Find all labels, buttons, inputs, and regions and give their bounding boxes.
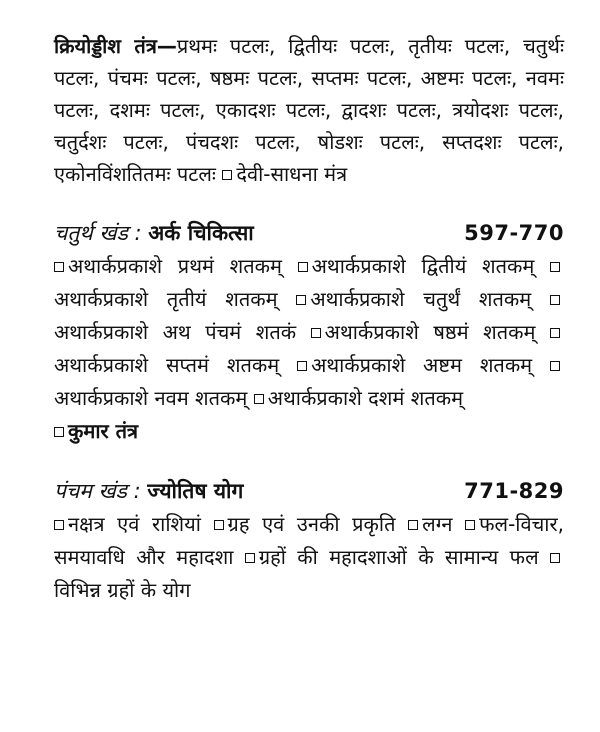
section5-title: ज्योतिष योग bbox=[147, 479, 244, 503]
checkbox-square-icon bbox=[550, 262, 560, 272]
list-item: फल-विचार, समयावधि और महादशा bbox=[54, 512, 565, 569]
list-item: विभिन्न ग्रहों के योग bbox=[54, 545, 564, 602]
section4-items bbox=[54, 250, 564, 448]
section5-heading bbox=[54, 474, 564, 508]
list-item: अथार्कप्रकाशे तृतीयं शतकम् bbox=[54, 254, 564, 311]
list-item: अथार्कप्रकाशे षष्ठमं शतकम् bbox=[311, 320, 536, 344]
intro-paragraph bbox=[54, 30, 564, 190]
list-item: अथार्कप्रकाशे अष्टम शतकम् bbox=[297, 353, 532, 377]
checkbox-square-icon bbox=[550, 361, 560, 371]
list-item: अथार्कप्रकाशे अथ पंचमं शतकं bbox=[54, 287, 564, 344]
list-item: अथार्कप्रकाशे सप्तमं शतकम् bbox=[54, 320, 564, 377]
list-item: नक्षत्र एवं राशियां bbox=[54, 512, 201, 536]
list-item: लग्न bbox=[408, 512, 452, 536]
section4-label: चतुर्थ खंड : bbox=[54, 221, 142, 245]
checkbox-square-icon bbox=[550, 328, 560, 338]
checkbox-square-icon bbox=[214, 520, 224, 530]
checkbox-square-icon bbox=[54, 262, 64, 272]
intro-lead-title: क्रियोड्डीश तंत्र— bbox=[54, 34, 177, 58]
list-item: अथार्कप्रकाशे द्वितीयं शतकम् bbox=[298, 254, 535, 278]
section4-title: अर्क चिकित्सा bbox=[148, 221, 254, 245]
list-item: अथार्कप्रकाशे प्रथमं शतकम् bbox=[54, 254, 282, 278]
checkbox-square-icon bbox=[298, 262, 308, 272]
section5-items bbox=[54, 508, 564, 607]
list-item: ग्रहों की महादशाओं के सामान्य फल bbox=[245, 545, 539, 569]
list-item: अथार्कप्रकाशे चतुर्थं शतकम् bbox=[296, 287, 531, 311]
checkbox-square-icon bbox=[550, 295, 560, 305]
checkbox-square-icon bbox=[54, 427, 64, 437]
checkbox-square-icon bbox=[54, 520, 64, 530]
section5-label: पंचम खंड : bbox=[54, 479, 141, 503]
section4-heading bbox=[54, 216, 564, 250]
checkbox-square-icon bbox=[245, 553, 255, 563]
section5-page-range: 771-829 bbox=[464, 479, 564, 503]
list-item-final: कुमार तंत्र bbox=[54, 419, 138, 443]
checkbox-square-icon bbox=[254, 394, 264, 404]
checkbox-square-icon bbox=[311, 328, 321, 338]
list-item: अथार्कप्रकाशे नवम शतकम् bbox=[54, 353, 564, 410]
intro-tail-item: देवी-साधना मंत्र bbox=[236, 162, 348, 186]
list-item: अथार्कप्रकाशे दशमं शतकम् bbox=[254, 386, 463, 410]
checkbox-square-icon bbox=[465, 520, 475, 530]
checkbox-square-icon bbox=[550, 553, 560, 563]
intro-text: प्रथमः पटलः, द्वितीयः पटलः, तृतीयः पटलः, चतुर्थः पटलः, पंचमः पटलः, षष्ठमः पटलः, सप्तमः पटलः, अष्टमः पटलः, नवमः पटलः, दशमः पटलः, एकादशः पटलः, द्वादशः पटलः, त्रयोदशः पटलः, चतुर्दशः पटलः, पंचदशः पटलः, षोडशः पटलः, सप्तदशः पटलः, एकोनविंशतितमः पटलः bbox=[54, 34, 564, 186]
section4-page-range: 597-770 bbox=[464, 221, 564, 245]
checkbox-square-icon bbox=[297, 361, 307, 371]
list-item: ग्रह एवं उनकी प्रकृति bbox=[214, 512, 396, 536]
checkbox-square-icon bbox=[222, 170, 232, 180]
checkbox-square-icon bbox=[408, 520, 418, 530]
checkbox-square-icon bbox=[296, 295, 306, 305]
